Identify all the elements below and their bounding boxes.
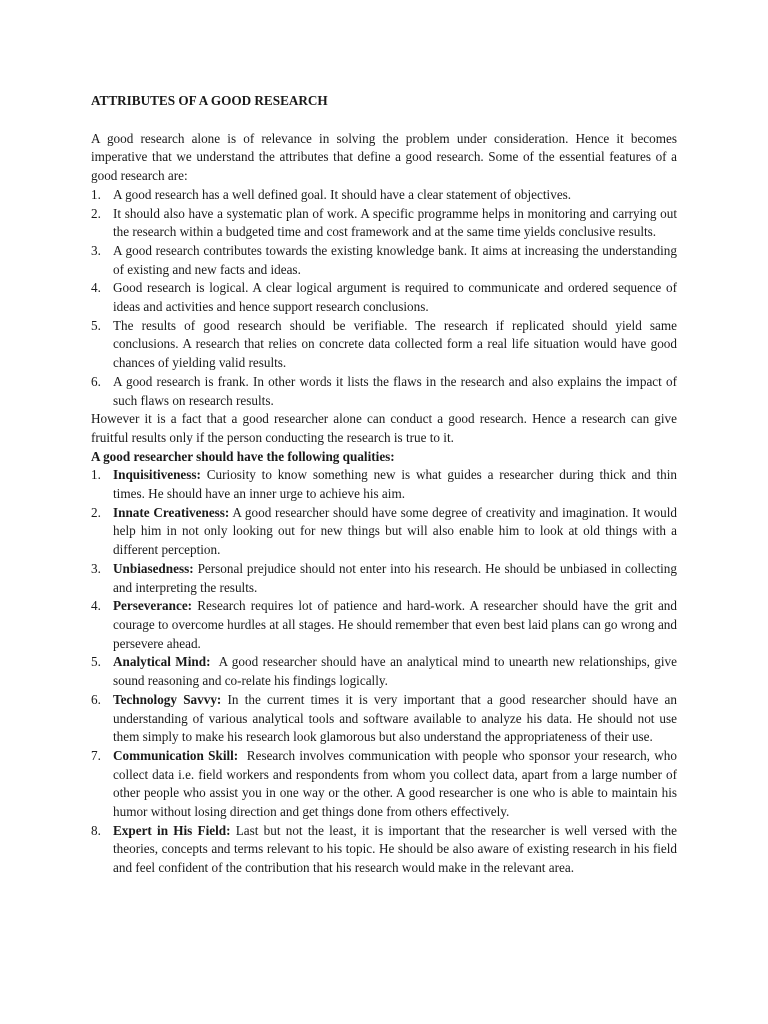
quality-term: Communication Skill: [113,747,239,763]
quality-term: Perseverance: [113,598,193,614]
list-item [91,747,681,822]
list-item-text: It should also have a systematic plan of work. A specific programme helps in monitoring and carrying out the research within a budgeted time and cost framework and at the same time yields conclusive results. [113,205,677,240]
list-number: 6. [91,691,101,707]
list-item-text: A good research has a well defined goal. It should have a clear statement of objectives. [113,186,572,202]
document-page [91,92,681,878]
list-item [91,373,677,410]
list-item-text: A good research is frank. In other words it lists the flaws in the research and also explains the impact of such flaws on research results. [113,373,677,408]
list-item [91,560,677,597]
list-number: 6. [91,373,101,389]
list-item [91,597,677,653]
list-item [91,279,677,316]
quality-text: In the current times it is very important that a good researcher should have an understanding of various analytical tools and software available to analyze his data. He should not use them simply to make his research look glamorous but also understand the appropriateness of their use. [113,691,677,745]
list-item [91,653,681,690]
list-number: 7. [91,747,101,763]
list-number: 2. [91,504,101,520]
list-item [91,504,677,560]
quality-text: Curiosity to know something new is what guides a researcher during thick and thin times. He should have an inner urge to achieve his aim. [113,467,677,502]
list-item-text: The results of good research should be verifiable. The research if replicated should yield same conclusions. A research that relies on concrete data collected form a real life situation would have good chances of yielding valid results. [113,317,677,371]
list-item-text: A good research contributes towards the existing knowledge bank. It aims at increasing the understanding of existing and new facts and ideas. [113,242,677,277]
quality-text: Personal prejudice should not enter into his research. He should be unbiased in collecting and interpreting the results. [113,560,677,595]
list-number: 8. [91,822,101,838]
quality-text: A good researcher should have some degree of creativity and imagination. It would help him in not only looking out for new things but will also enable him to look at old things with a different perception. [113,504,677,558]
list-item-text: Good research is logical. A clear logical argument is required to communicate and ordered sequence of ideas and activities and hence support research conclusions. [113,280,677,315]
quality-term: Innate Creativeness: [113,504,230,520]
list-number: 3. [91,242,101,258]
quality-text: Research involves communication with people who sponsor your research, who collect data i.e. field workers and respondents from whom you collect data, apart from a large number of other people who assist you in one way or the other. A good researcher is one who is able to maintain his humor without losing direction and get things done from others effectively. [113,747,681,820]
list-item [91,186,677,205]
quality-term: Unbiasedness: [113,560,194,576]
list-number: 1. [91,186,101,202]
bridge-paragraph: However it is a fact that a good researcher alone can conduct a good research. Hence a research can give fruitful results only if the person conducting the research is true to it. [91,411,677,445]
attributes-list [91,186,677,410]
list-number: 2. [91,205,101,221]
quality-text: Last but not the least, it is important that the researcher is well versed with the theories, concepts and terms relevant to his topic. He should be also aware of existing research in his field and feel confident of the contribution that his research would make in the relevant area. [113,822,677,876]
quality-term: Expert in His Field: [113,822,231,838]
list-item [91,317,677,373]
list-number: 1. [91,467,101,483]
list-number: 4. [91,598,101,614]
list-item [91,691,677,747]
list-item [91,466,677,503]
list-number: 5. [91,317,101,333]
intro-paragraph: A good research alone is of relevance in solving the problem under consideration. Hence it becomes imperative that we understand the attributes that define a good research. Some of the essential features of a good research are: [91,130,677,184]
list-item [91,242,677,279]
quality-text: Research requires lot of patience and hard-work. A researcher should have the grit and courage to overcome hurdles at all stages. He should remember that even best laid plans can go wrong and persevere ahead. [113,598,677,651]
list-number: 5. [91,654,101,670]
quality-term: Inquisitiveness: [113,467,201,483]
qualities-heading: A good researcher should have the following qualities: [91,448,395,464]
list-item [91,205,677,242]
list-number: 3. [91,560,101,576]
list-number: 4. [91,280,101,296]
qualities-list [91,466,681,877]
page-title: ATTRIBUTES OF A GOOD RESEARCH [91,93,328,108]
quality-text: A good researcher should have an analytical mind to unearth new relationships, give sound reasoning and co-relate his findings logically. [113,654,681,689]
quality-term: Analytical Mind: [113,654,211,670]
quality-term: Technology Savvy: [113,691,222,707]
list-item [91,822,677,878]
